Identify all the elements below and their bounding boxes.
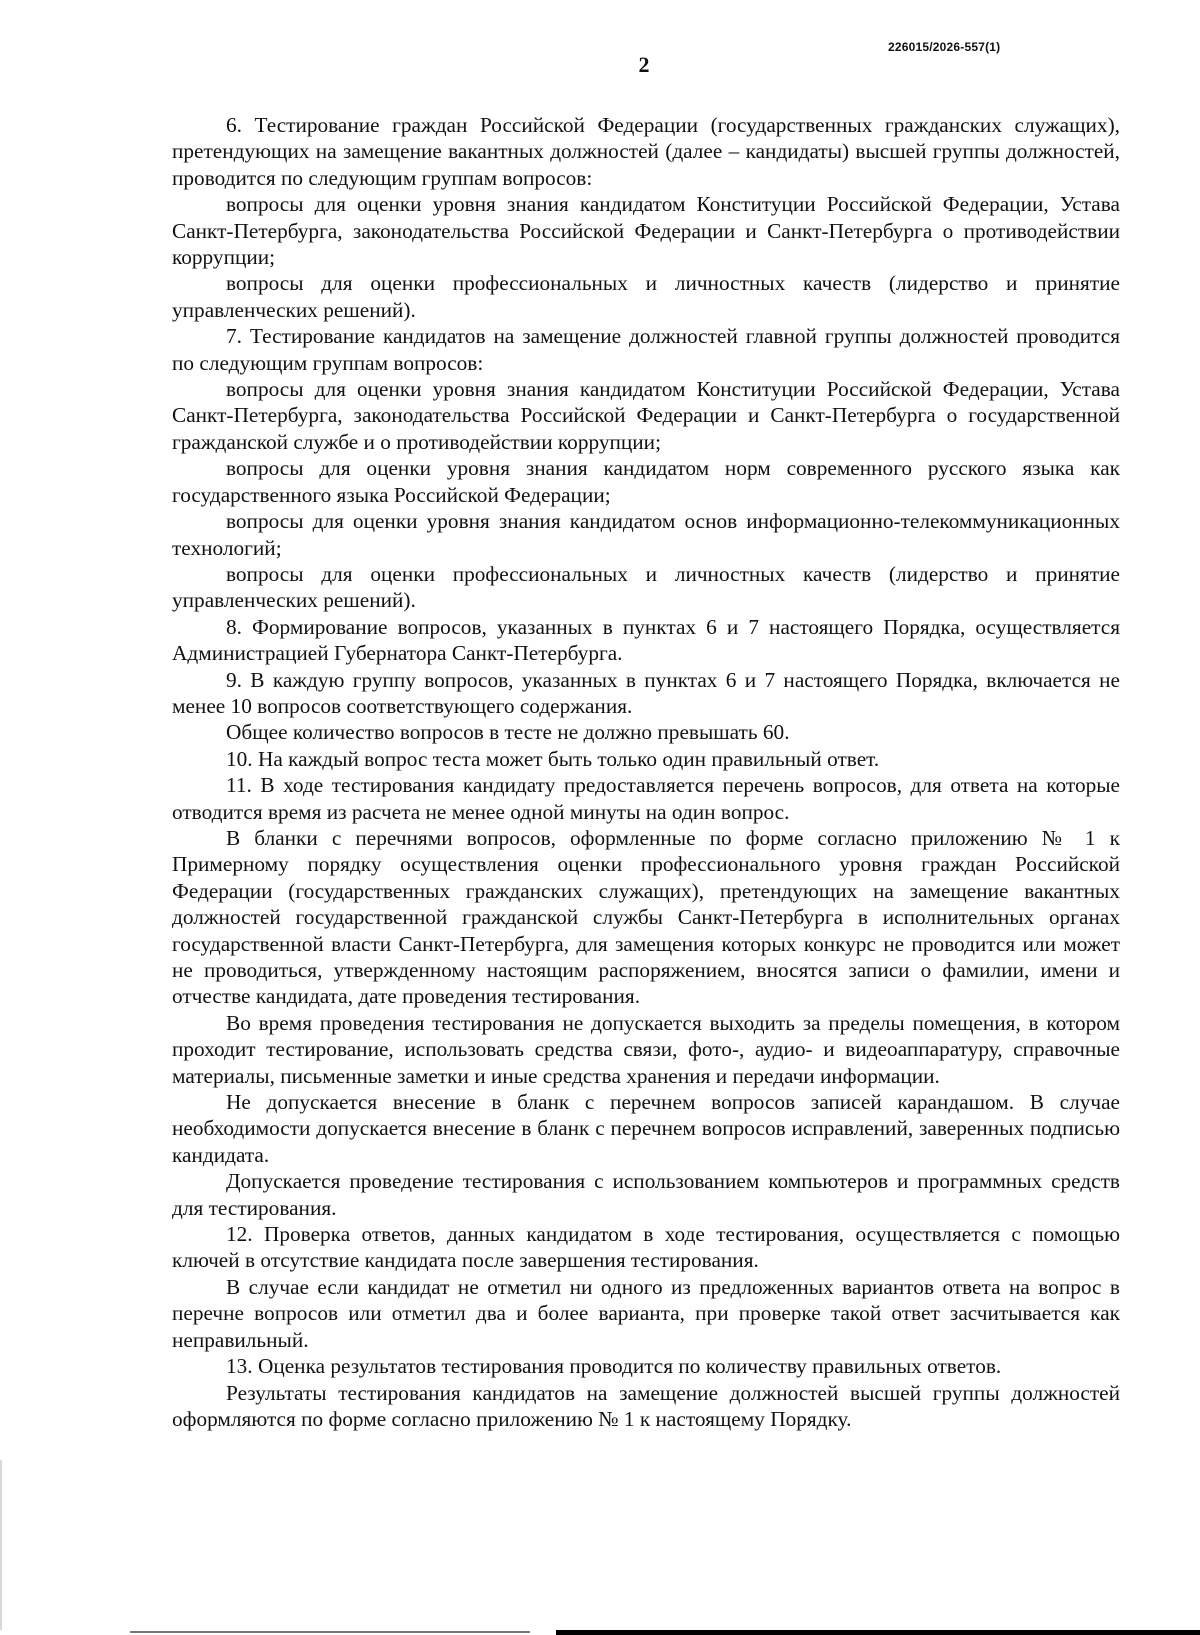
paragraph-10: 10. На каждый вопрос теста может быть только один правильный ответ. <box>226 746 880 771</box>
paragraph-12: 12. Проверка ответов, данных кандидатом в ходе тестирования, осуществляется с помощью ключей в отсутствие кандидата после завершения тестирования. <box>172 1222 1120 1273</box>
document-code: 226015/2026-557(1) <box>888 40 1001 54</box>
page-number: 2 <box>638 52 650 77</box>
paragraph-7: 7. Тестирование кандидатов на замещение должностей главной группы должностей проводится по следующим группам вопросов: <box>172 324 1120 375</box>
paragraph-7-item-1: вопросы для оценки уровня знания кандидатом Конституции Российской Федерации, Устава Санкт-Петербурга, законодательства Российской Федерации и Санкт-Петербурга о государственной гражданской службе и о противодействии коррупции; <box>172 377 1120 454</box>
paragraph-9-note: Общее количество вопросов в тесте не должно превышать 60. <box>226 720 790 745</box>
scan-bottom-rule-left <box>130 1631 530 1633</box>
paragraph-7-item-2: вопросы для оценки уровня знания кандидатом норм современного русского языка как государственного языка Российской Федерации; <box>172 456 1120 507</box>
paragraph-11: 11. В ходе тестирования кандидату предоставляется перечень вопросов, для ответа на которые отводится время из расчета не менее одной минуты на один вопрос. <box>172 773 1120 824</box>
scan-bottom-rule <box>556 1630 1200 1635</box>
paragraph-11-forms: В бланки с перечнями вопросов, оформленные по форме согласно приложению № 1 к Примерному порядку осуществления оценки профессионального уровня граждан Российской Федерации (государственных гражданских служащих), претендующих на замещение вакантных должностей государственной гражданской службы Санкт-Петербурга в исполнительных органах государственной власти Санкт-Петербурга, для замещения которых конкурс не проводится или может не проводиться, утвержденному настоящим распоряжением, вносятся записи о фамилии, имени и отчестве кандидата, дате проведения тестирования. <box>172 825 1120 1009</box>
paragraph-13-results: Результаты тестирования кандидатов на замещение должностей высшей группы должностей оформляются по форме согласно приложению № 1 к настоящему Порядку. <box>172 1380 1120 1431</box>
paragraph-6-item-1: вопросы для оценки уровня знания кандидатом Конституции Российской Федерации, Устава Санкт-Петербурга, законодательства Российской Федерации и Санкт-Петербурга о противодействии коррупции; <box>172 192 1120 270</box>
paragraph-6: 6. Тестирование граждан Российской Федерации (государственных гражданских служащих), претендующих на замещение вакантных должностей (далее – кандидаты) высшей группы должностей, проводится по следующим группам вопросов: <box>172 113 1120 190</box>
paragraph-6-item-2: вопросы для оценки профессиональных и личностных качеств (лидерство и принятие управленческих решений). <box>172 271 1120 322</box>
document-body <box>172 112 1120 1432</box>
paragraph-12-incorrect: В случае если кандидат не отметил ни одного из предложенных вариантов ответа на вопрос в перечне вопросов или отметил два и более варианта, при проверке такой ответ засчитывается как неправильный. <box>172 1274 1120 1352</box>
paragraph-9: 9. В каждую группу вопросов, указанных в пунктах 6 и 7 настоящего Порядка, включается не менее 10 вопросов соответствующего содержания. <box>172 667 1120 718</box>
paragraph-7-item-4: вопросы для оценки профессиональных и личностных качеств (лидерство и принятие управленческих решений). <box>172 561 1120 613</box>
paragraph-11-computers: Допускается проведение тестирования с использованием компьютеров и программных средств для тестирования. <box>172 1169 1120 1220</box>
paragraph-13: 13. Оценка результатов тестирования проводится по количеству правильных ответов. <box>226 1354 1002 1379</box>
paragraph-8: 8. Формирование вопросов, указанных в пунктах 6 и 7 настоящего Порядка, осуществляется Администрацией Губернатора Санкт-Петербурга. <box>172 614 1120 666</box>
scan-left-edge <box>0 1460 2 1630</box>
paragraph-11-pencil: Не допускается внесение в бланк с перечнем вопросов записей карандашом. В случае необходимости допускается внесение в бланк с перечнем вопросов исправлений, заверенных подписью кандидата. <box>172 1090 1120 1167</box>
paragraph-7-item-3: вопросы для оценки уровня знания кандидатом основ информационно-телекоммуникационных технологий; <box>172 509 1120 560</box>
paragraph-11-rules: Во время проведения тестирования не допускается выходить за пределы помещения, в котором проходит тестирование, использовать средства связи, фото-, аудио- и видеоаппаратуру, справочные материалы, письменные заметки и иные средства хранения и передачи информации. <box>172 1010 1120 1088</box>
